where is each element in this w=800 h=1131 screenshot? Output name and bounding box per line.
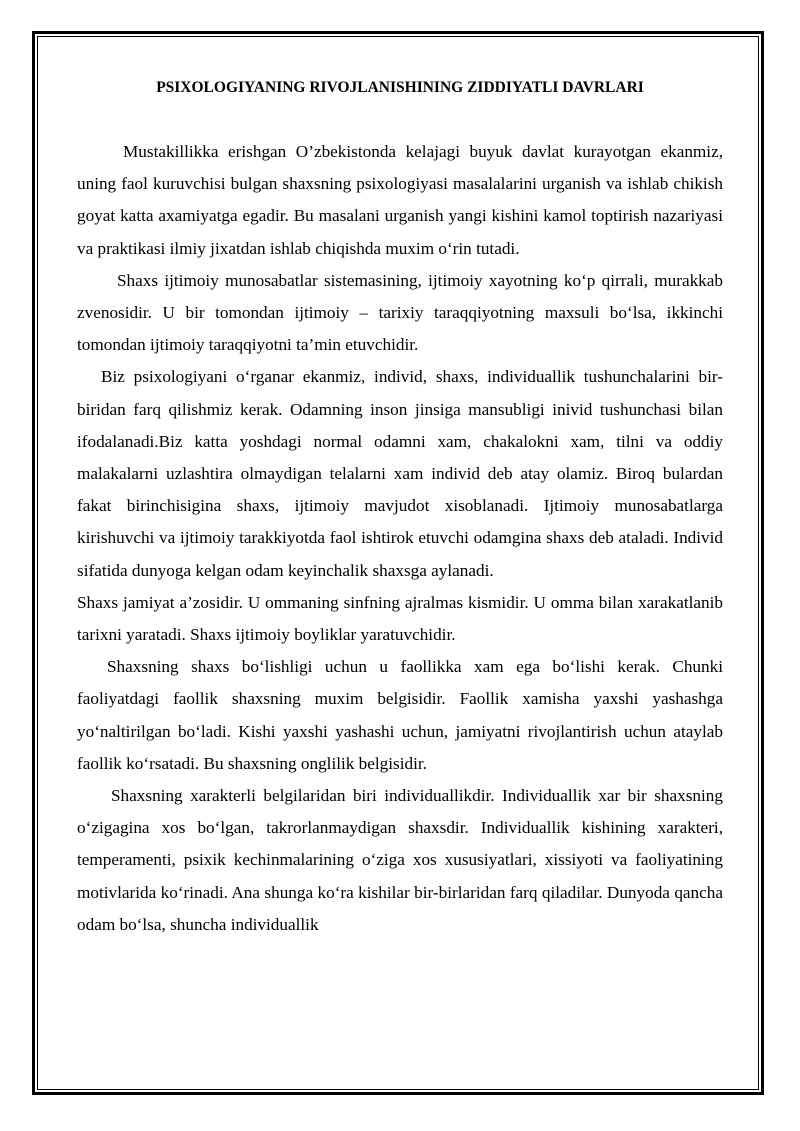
paragraph-1: Mustakillikka erishgan O’zbekistonda kelajagi buyuk davlat kurayotgan ekanmiz, uning faol kuruvchisi bulgan shaxsning psixologiyasi masalalarini urganish va ishlab chikish goyat katta axamiyatga egadir. Bu masalani urganish yangi kishini kamol toptirish nazariyasi va praktikasi ilmiy jixatdan ishlab chiqishda muxim o‘rin tutadi. <box>77 142 723 258</box>
paragraph-4: Shaxs jamiyat a’zosidir. U ommaning sinfning ajralmas kismidir. U omma bilan xarakatlanib tarixni yaratadi. Shaxs ijtimoiy boyliklar yaratuvchidir. <box>77 592 723 645</box>
paragraph-6: Shaxsning xarakterli belgilaridan biri individuallikdir. Individuallik xar bir shaxsning o‘zigagina xos bo‘lgan, takrorlanmaydigan shaxsdir. Individuallik kishining xarakteri, temperamenti, psixik kechinmalarining o‘ziga xos xususiyatlari, xissiyoti va faoliyatining motivlarida ko‘rinadi. Ana shunga ko‘ra kishilar bir-birlaridan farq qiladilar. Dunyoda qancha odam bo‘lsa, shuncha individuallik <box>77 786 723 934</box>
paragraph-5: Shaxsning shaxs bo‘lishligi uchun u faollikka xam ega bo‘lishi kerak. Chunki faoliyatdagi faollik shaxsning muxim belgisidir. Faollik xamisha yaxshi yashashga yo‘naltirilgan bo‘ladi. Kishi yaxshi yashashi uchun, jamiyatni rivojlantirish uchun ataylab faollik ko‘rsatadi. Bu shaxsning onglilik belgisidir. <box>77 657 723 773</box>
document-body <box>77 72 723 941</box>
paragraph-3: Biz psixologiyani o‘rganar ekanmiz, individ, shaxs, individuallik tushunchalarini bir-biridan farq qilishmiz kerak. Odamning inson jinsiga mansubligi inivid tushunchasi bilan ifodalanadi.Biz katta yoshdagi normal odamni xam, chakalokni xam, tilni va oddiy malakalarni uzlashtira olmaydigan telalarni xam individ deb atay olamiz. Biroq bulardan fakat birinchisigina shaxs, ijtimoiy mavjudot xisoblanadi. Ijtimoiy munosabatlarga kirishuvchi va ijtimoiy tarakkiyotda faol ishtirok etuvchi odamgina shaxs deb ataladi. Individ sifatida dunyoga kelgan odam keyinchalik shaxsga aylanadi. <box>77 367 723 580</box>
paragraph-2: Shaxs ijtimoiy munosabatlar sistemasining, ijtimoiy xayotning ko‘p qirrali, murakkab zvenosidir. U bir tomondan ijtimoiy – tarixiy taraqqiyotning maxsuli bo‘lsa, ikkinchi tomondan ijtimoiy taraqqiyotni ta’min etuvchidir. <box>77 270 723 355</box>
document-title: PSIXOLOGIYANING RIVOJLANISHINING ZIDDIYATLI DAVRLARI <box>156 79 644 96</box>
